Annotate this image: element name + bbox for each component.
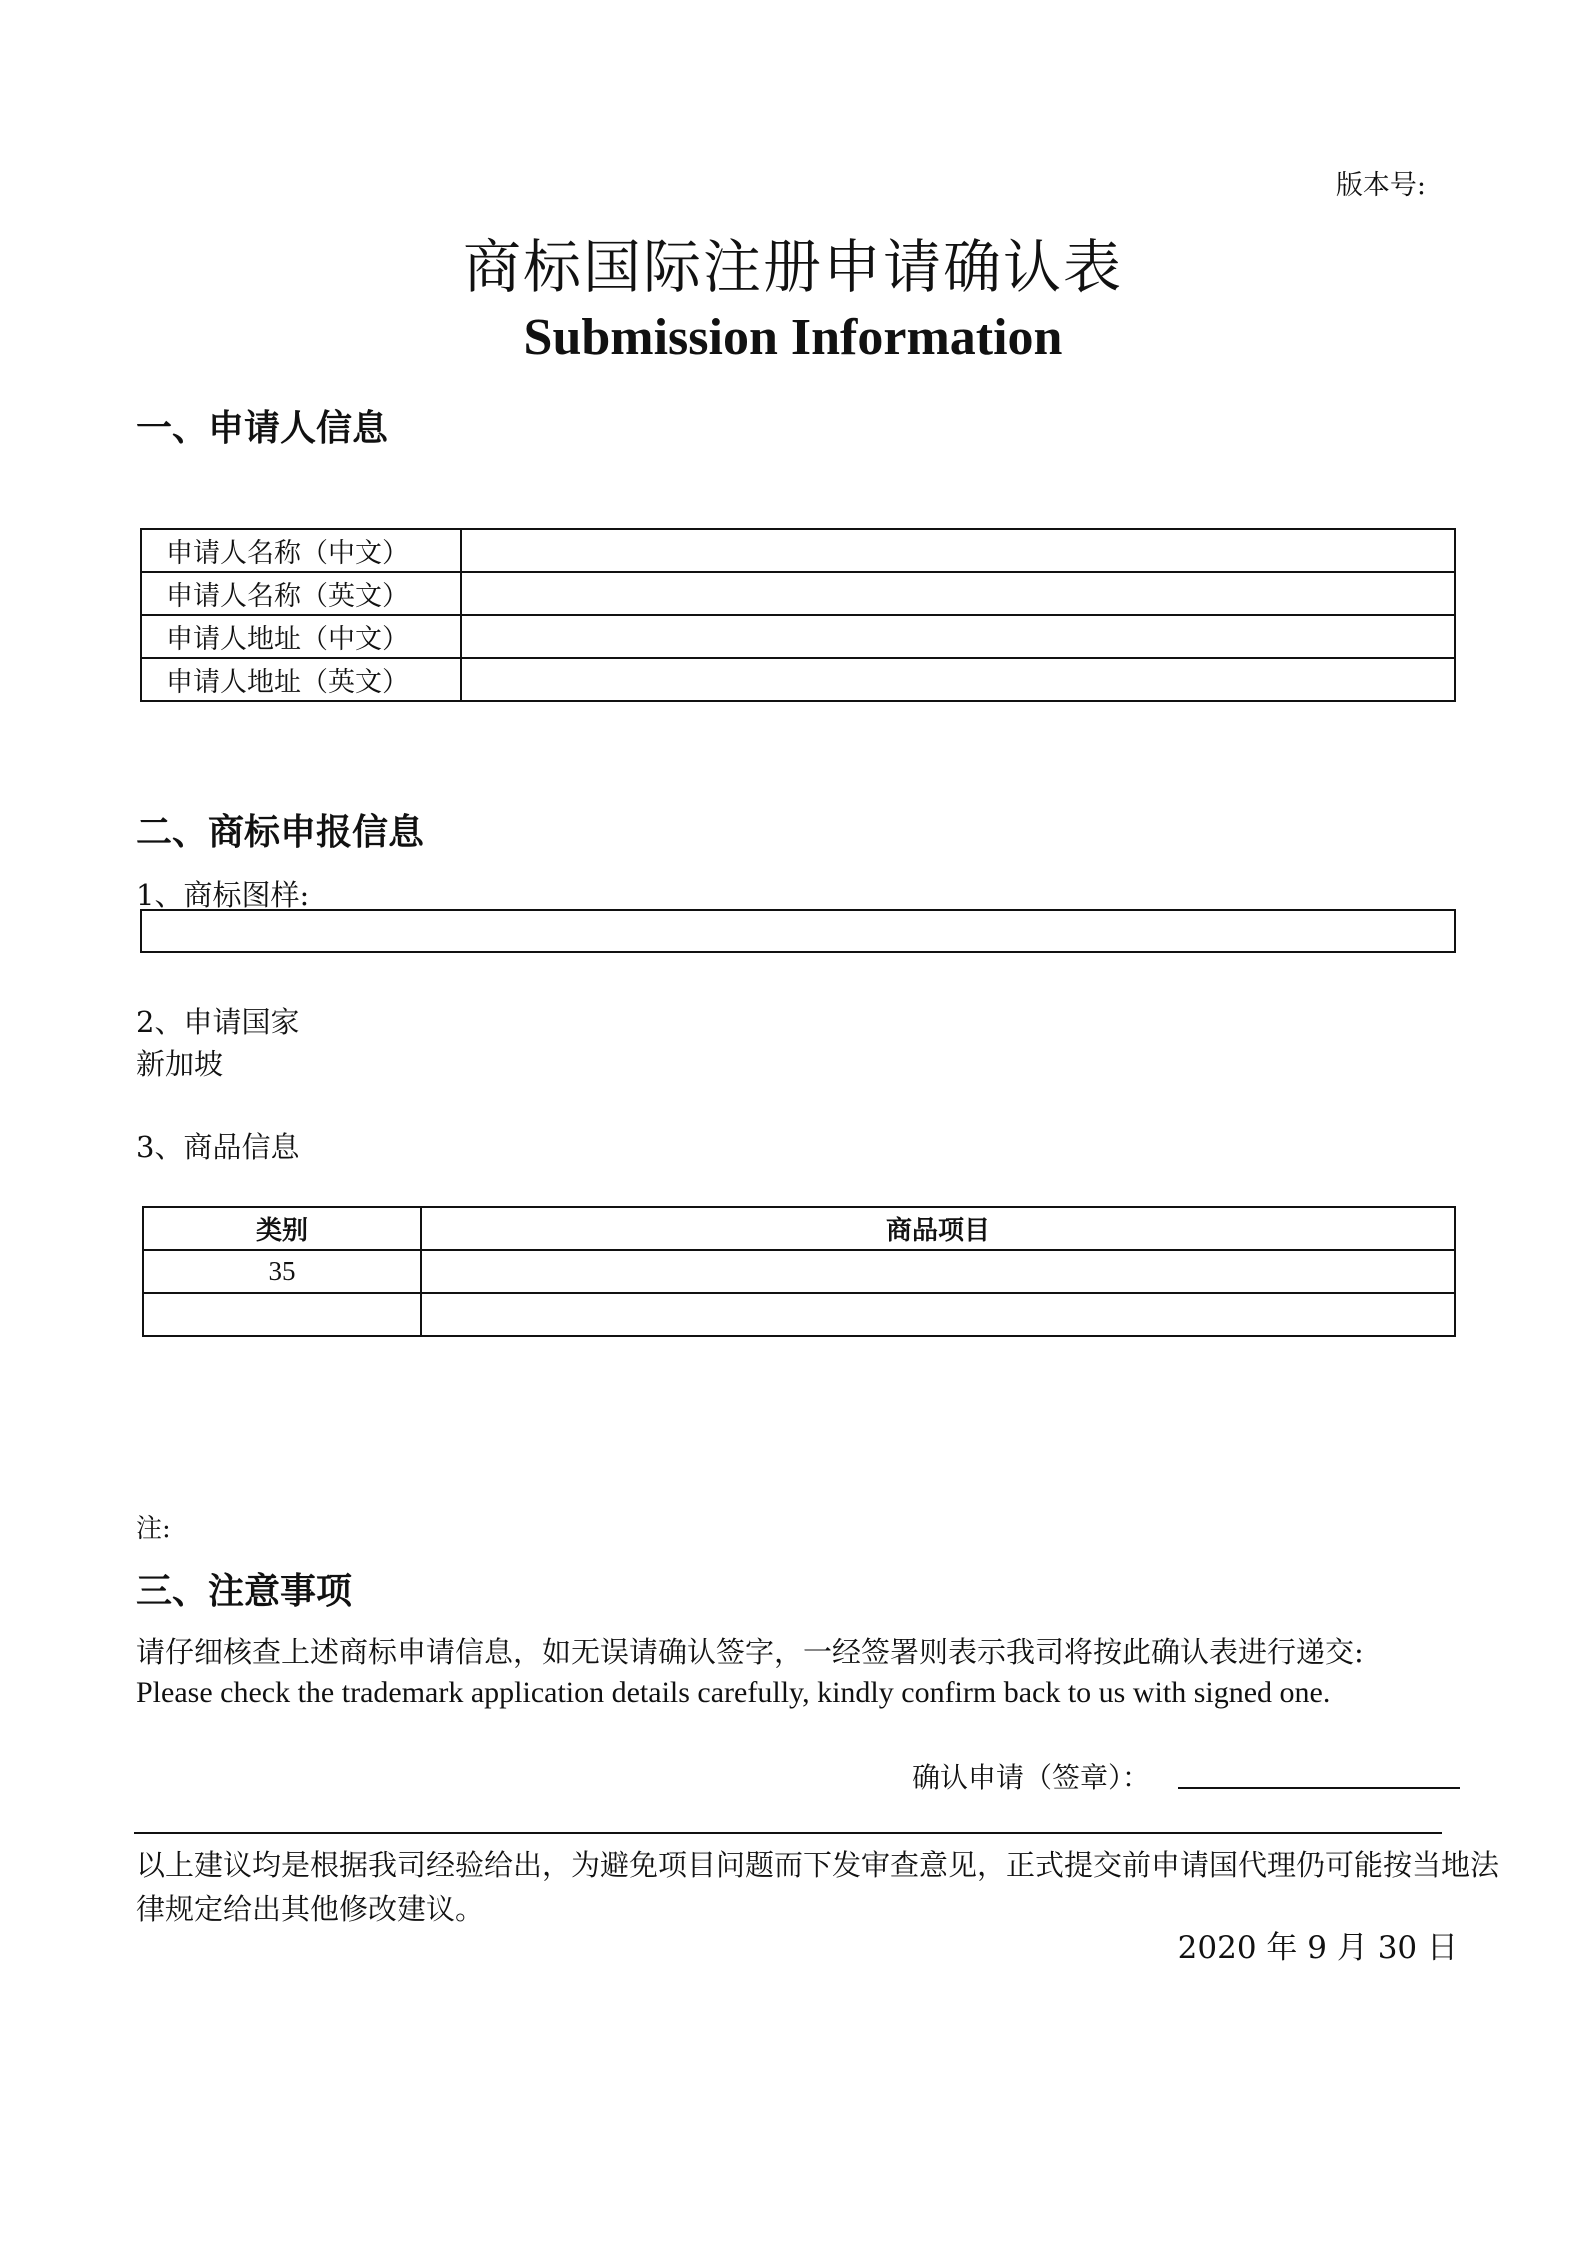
version-label: 版本号: [1335, 170, 1426, 201]
goods-class-cell[interactable]: 35 [143, 1250, 421, 1293]
applicant-name-cn-value[interactable] [461, 529, 1455, 572]
table-row [143, 1293, 1455, 1336]
note-label: 注: [136, 1514, 171, 1544]
trademark-sample-box[interactable] [140, 909, 1456, 953]
goods-class-cell[interactable] [143, 1293, 421, 1336]
disclaimer-line-1: 以上建议均是根据我司经验给出，为避免项目问题而下发审查意见，正式提交前申请国代理仍可能按当地法 [136, 1848, 1500, 1882]
trademark-sample-label: 1、商标图样: [136, 878, 310, 912]
table-row [143, 1250, 1455, 1293]
page-title-en: Submission Information [523, 309, 1063, 366]
signature-label: 确认申请（签章）： [912, 1761, 1151, 1794]
goods-header-class: 类别 [143, 1207, 421, 1250]
goods-items-cell[interactable] [421, 1293, 1455, 1336]
section-heading-applicant: 一、申请人信息 [136, 408, 389, 449]
applicant-address-en-value[interactable] [461, 658, 1455, 701]
section-heading-notice: 三、注意事项 [136, 1571, 353, 1612]
divider [134, 1832, 1442, 1834]
date: 2020 年 9 月 30 日 [1177, 1930, 1458, 1966]
country-label: 2、申请国家 [136, 1005, 300, 1039]
table-row [141, 615, 1455, 658]
applicant-table [140, 528, 1456, 702]
table-row [141, 572, 1455, 615]
goods-info-label: 3、商品信息 [136, 1130, 300, 1164]
applicant-address-cn-label: 申请人地址（中文） [141, 615, 461, 658]
goods-table [142, 1206, 1456, 1337]
goods-header-items: 商品项目 [421, 1207, 1455, 1250]
applicant-name-cn-label: 申请人名称（中文） [141, 529, 461, 572]
applicant-address-cn-value[interactable] [461, 615, 1455, 658]
table-row [141, 658, 1455, 701]
signature-line[interactable] [1178, 1787, 1460, 1789]
notice-en: Please check the trademark application details carefully, kindly confirm back to us with signed one. [136, 1676, 1331, 1709]
applicant-name-en-value[interactable] [461, 572, 1455, 615]
applicant-address-en-label: 申请人地址（英文） [141, 658, 461, 701]
table-row [141, 529, 1455, 572]
table-header-row [143, 1207, 1455, 1250]
page-title-cn: 商标国际注册申请确认表 [462, 233, 1123, 301]
country-value: 新加坡 [136, 1047, 224, 1081]
goods-items-cell[interactable] [421, 1250, 1455, 1293]
disclaimer-line-2: 律规定给出其他修改建议。 [136, 1892, 485, 1926]
notice-cn: 请仔细核查上述商标申请信息，如无误请确认签字，一经签署则表示我司将按此确认表进行递交: [136, 1635, 1364, 1669]
section-heading-trademark: 二、商标申报信息 [136, 812, 425, 853]
applicant-name-en-label: 申请人名称（英文） [141, 572, 461, 615]
